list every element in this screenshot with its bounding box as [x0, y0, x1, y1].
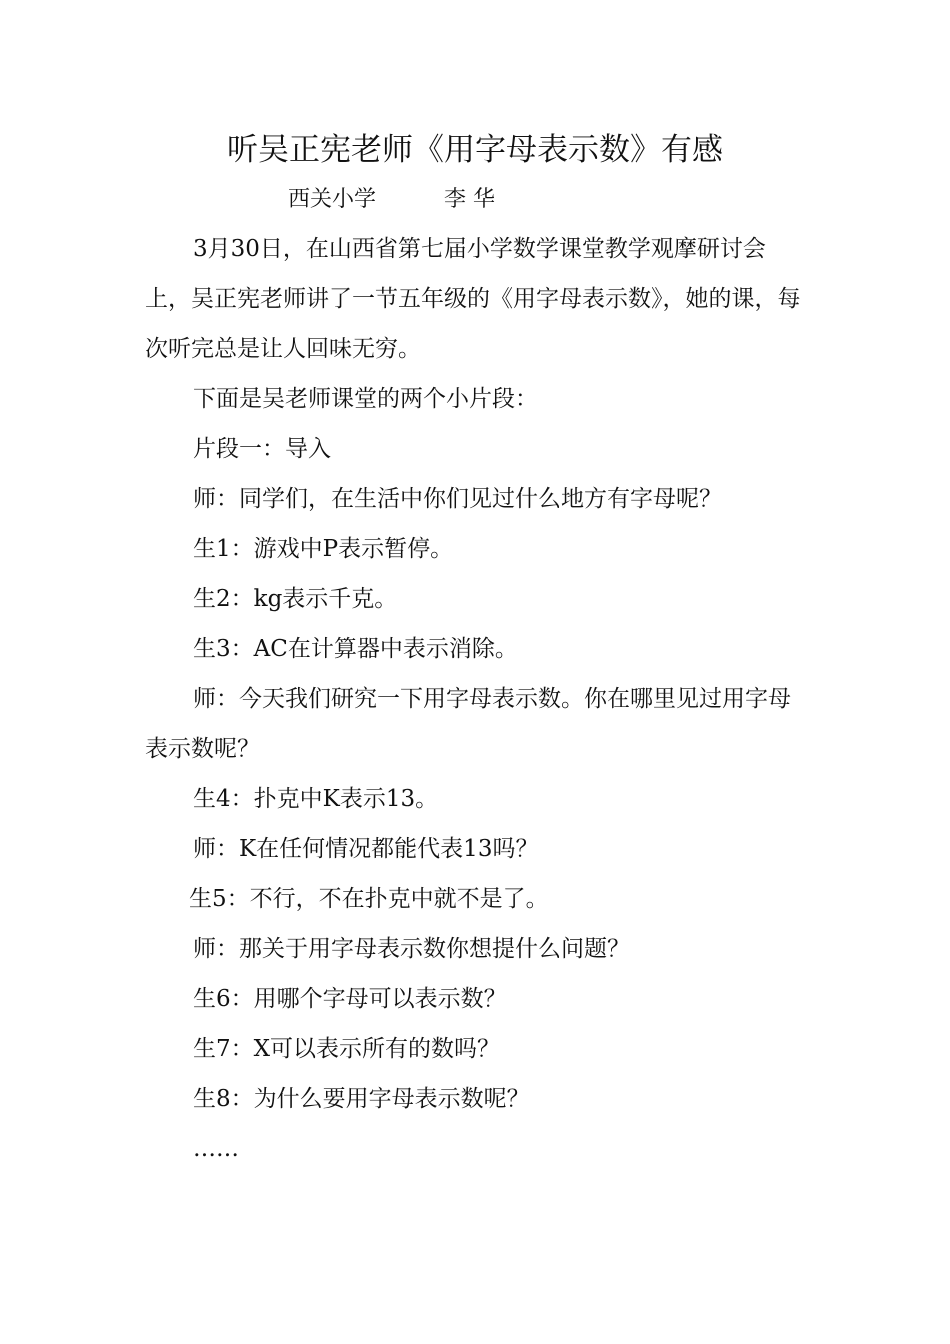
ellipsis: …… — [193, 1136, 239, 1162]
student-line-7: 生7：X可以表示所有的数吗？ — [193, 1036, 501, 1062]
student-line-2: 生2：kg表示千克。 — [193, 586, 398, 612]
teacher-line-4: 师：那关于用字母表示数你想提什么问题？ — [193, 936, 630, 962]
author-name: 李 华 — [444, 187, 495, 212]
student-line-4: 生4：扑克中K表示13。 — [193, 786, 439, 812]
student-line-3: 生3：AC在计算器中表示消除。 — [193, 636, 518, 662]
teacher-line-1: 师：同学们，在生活中你们见过什么地方有字母呢？ — [193, 486, 722, 512]
document-title: 听吴正宪老师《用字母表示数》有感 — [227, 132, 723, 168]
teacher-line-3: 师：K在任何情况都能代表13吗？ — [193, 836, 539, 862]
teacher-line-2: 师：今天我们研究一下用字母表示数。你在哪里见过用字母表示数呢？ — [145, 686, 791, 762]
student-line-6: 生6：用哪个字母可以表示数？ — [193, 986, 507, 1012]
student-line-1: 生1：游戏中P表示暂停。 — [193, 536, 454, 562]
school-name: 西关小学 — [288, 187, 377, 212]
lead-paragraph: 下面是吴老师课堂的两个小片段： — [193, 386, 538, 412]
student-line-5: 生5：不行，不在扑克中就不是了。 — [189, 886, 549, 912]
segment-heading: 片段一：导入 — [193, 436, 331, 462]
intro-paragraph: 3月30日，在山西省第七届小学数学课堂教学观摩研讨会上，吴正宪老师讲了一节五年级的《用字母表示数》，她的课，每次听完总是让人回味无穷。 — [145, 236, 801, 362]
student-line-8: 生8：为什么要用字母表示数呢？ — [193, 1086, 530, 1112]
